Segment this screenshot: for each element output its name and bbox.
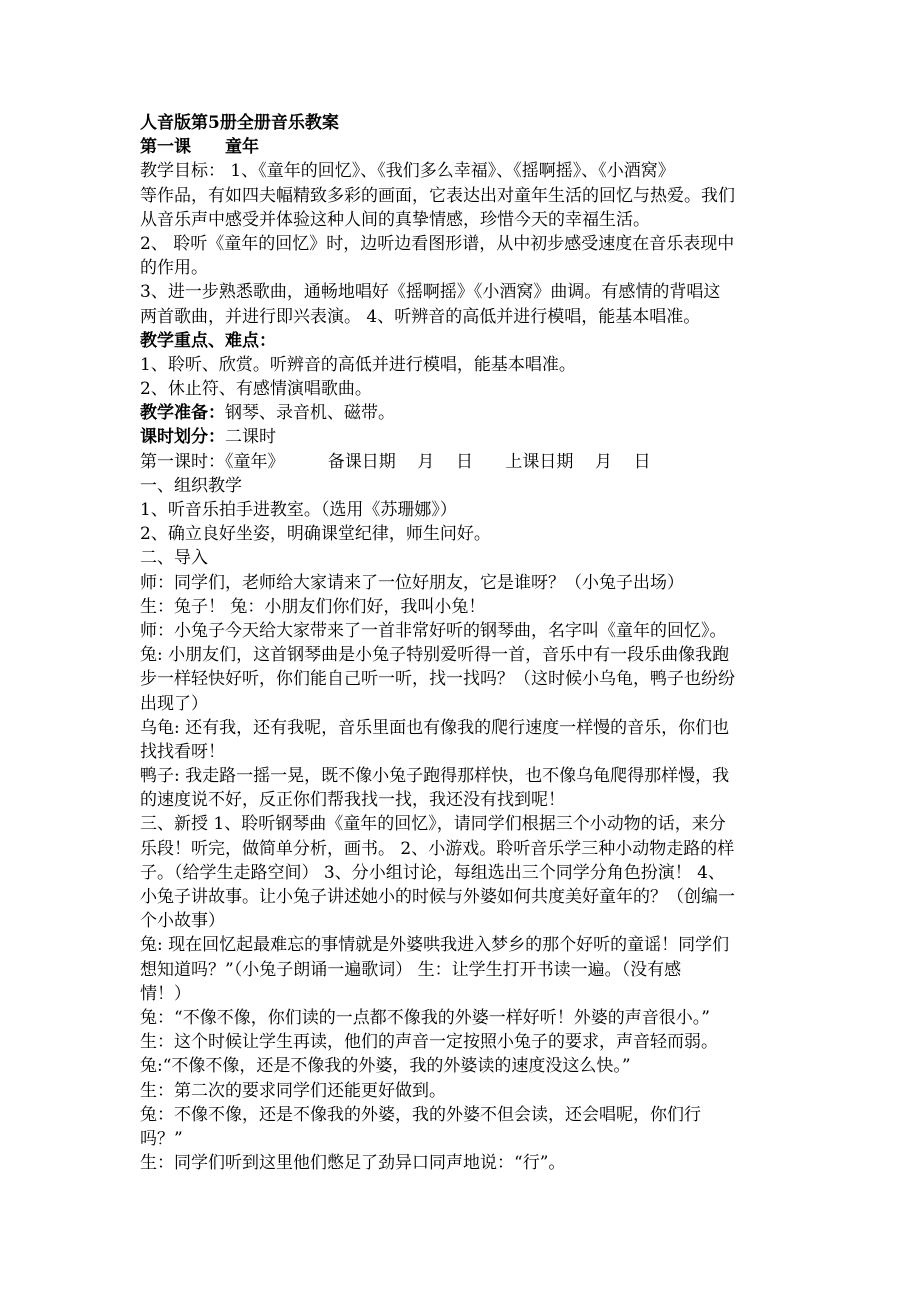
body-line: 师：小兔子今天给大家带来了一首非常好听的钢琴曲，名字叫《童年的回忆》。 <box>140 620 727 641</box>
body-line: 出现了） <box>140 693 208 714</box>
first-period-line: 第一课时：《童年》 备课日期 月 日 上课日期 月 日 <box>140 451 651 472</box>
objective-line: 2、 聆听《童年的回忆》时，边听边看图形谱，从中初步感受速度在音乐表现中 <box>140 233 735 254</box>
body-line: 兔：不像不像，还是不像我的外婆，我的外婆不但会读，还会唱呢，你们行 <box>140 1104 701 1125</box>
body-line: 个小故事） <box>140 911 225 932</box>
body-line: 兔:“不像不像，还是不像我的外婆，我的外婆读的速度没这么快。” <box>140 1056 631 1077</box>
body-line: 一、组织教学 <box>140 475 242 496</box>
body-line: 小兔子讲故事。让小兔子讲述她小的时候与外婆如何共度美好童年的？（创编一 <box>140 887 735 907</box>
periods-value: 二课时 <box>225 427 276 448</box>
objective-line: 等作品，有如四夫幅精致多彩的画面，它表达出对童年生活的回忆与热爱。我们 <box>140 185 735 206</box>
body-line: 2、确立良好坐姿，明确课堂纪律，师生问好。 <box>140 524 491 545</box>
body-line: 生：第二次的要求同学们还能更好做到。 <box>140 1080 446 1101</box>
key-point-item: 2、休止符、有感情演唱歌曲。 <box>140 379 372 400</box>
body-line: 步一样轻快好听，你们能自己听一听，找一找吗？（这时候小乌龟，鸭子也纷纷 <box>140 669 735 690</box>
body-line: 生：这个时候让学生再读，他们的声音一定按照小兔子的要求，声音轻而弱。 <box>140 1032 718 1053</box>
body-line: 乐段！听完，做简单分析，画书。 2、小游戏。聆听音乐学三种小动物走路的样 <box>140 838 735 859</box>
body-line: 乌龟: 还有我，还有我呢，音乐里面也有像我的爬行速度一样慢的音乐，你们也 <box>140 717 730 738</box>
periods-label: 课时划分： <box>140 427 225 448</box>
periods-line <box>140 425 788 449</box>
body-line: 子。（给学生走路空间） 3、分小组讨论，每组选出三个同学分角色扮演！ 4、 <box>140 862 725 883</box>
body-line: 情！） <box>140 983 191 1004</box>
key-points-label: 教学重点、难点： <box>140 330 276 351</box>
objective-line: 3、进一步熟悉歌曲，通畅地唱好《摇啊摇》《小酒窝》曲调。有感情的背唱这 <box>140 282 721 303</box>
objective-line: 两首歌曲，并进行即兴表演。 4、听辨音的高低并进行模唱，能基本唱准。 <box>140 306 701 327</box>
lesson-name: 童年 <box>225 137 259 158</box>
body-line: 兔：“不像不像，你们读的一点都不像我的外婆一样好听！外婆的声音很小。” <box>140 1007 710 1028</box>
lesson-heading <box>140 135 788 159</box>
body-line: 找找看呀！ <box>140 741 225 762</box>
body-line: 想知道吗？”（小兔子朗诵一遍歌词） 生：让学生打开书读一遍。（没有感 <box>140 959 682 980</box>
preparation-line <box>140 401 788 425</box>
body-line: 二、导入 <box>140 548 208 569</box>
body-line: 师：同学们，老师给大家请来了一位好朋友，它是谁呀？（小兔子出场） <box>140 572 684 593</box>
document-page <box>140 111 788 1175</box>
body-line: 吗？” <box>140 1128 183 1149</box>
body-line: 鸭子: 我走路一摇一晃，既不像小兔子跑得那样快，也不像乌龟爬得那样慢，我 <box>140 766 730 787</box>
preparation-value: 钢琴、录音机、磁带。 <box>225 403 395 424</box>
body-line: 兔: 小朋友们，这首钢琴曲是小兔子特别爱听得一首，音乐中有一段乐曲像我跑 <box>140 645 730 666</box>
body-line: 三、新授 1、聆听钢琴曲《童年的回忆》，请同学们根据三个小动物的话，来分 <box>140 814 726 835</box>
lesson-label: 第一课 <box>140 137 191 158</box>
objective-line: 从音乐声中感受并体验这种人间的真挚情感，珍惜今天的幸福生活。 <box>140 209 650 230</box>
objective-line: 教学目标： 1、《童年的回忆》、《我们多么幸福》、《摇啊摇》、《小酒窝》 <box>140 161 675 182</box>
key-point-item: 1、聆听、欣赏。听辨音的高低并进行模唱，能基本唱准。 <box>140 354 576 375</box>
preparation-label: 教学准备： <box>140 403 225 424</box>
body-line: 的速度说不好，反正你们帮我找一找，我还没有找到呢！ <box>140 790 565 811</box>
body-line: 兔: 现在回忆起最难忘的事情就是外婆哄我进入梦乡的那个好听的童谣！同学们 <box>140 935 730 956</box>
body-line: 生：兔子！ 兔：小朋友们你们好，我叫小兔！ <box>140 596 486 617</box>
objective-line: 的作用。 <box>140 258 208 279</box>
body-line: 生：同学们听到这里他们憋足了劲异口同声地说：“行”。 <box>140 1153 566 1174</box>
document-title: 人音版第5册全册音乐教案 <box>140 113 339 133</box>
body-line: 1、听音乐拍手进教室。（选用《苏珊娜》） <box>140 500 457 520</box>
